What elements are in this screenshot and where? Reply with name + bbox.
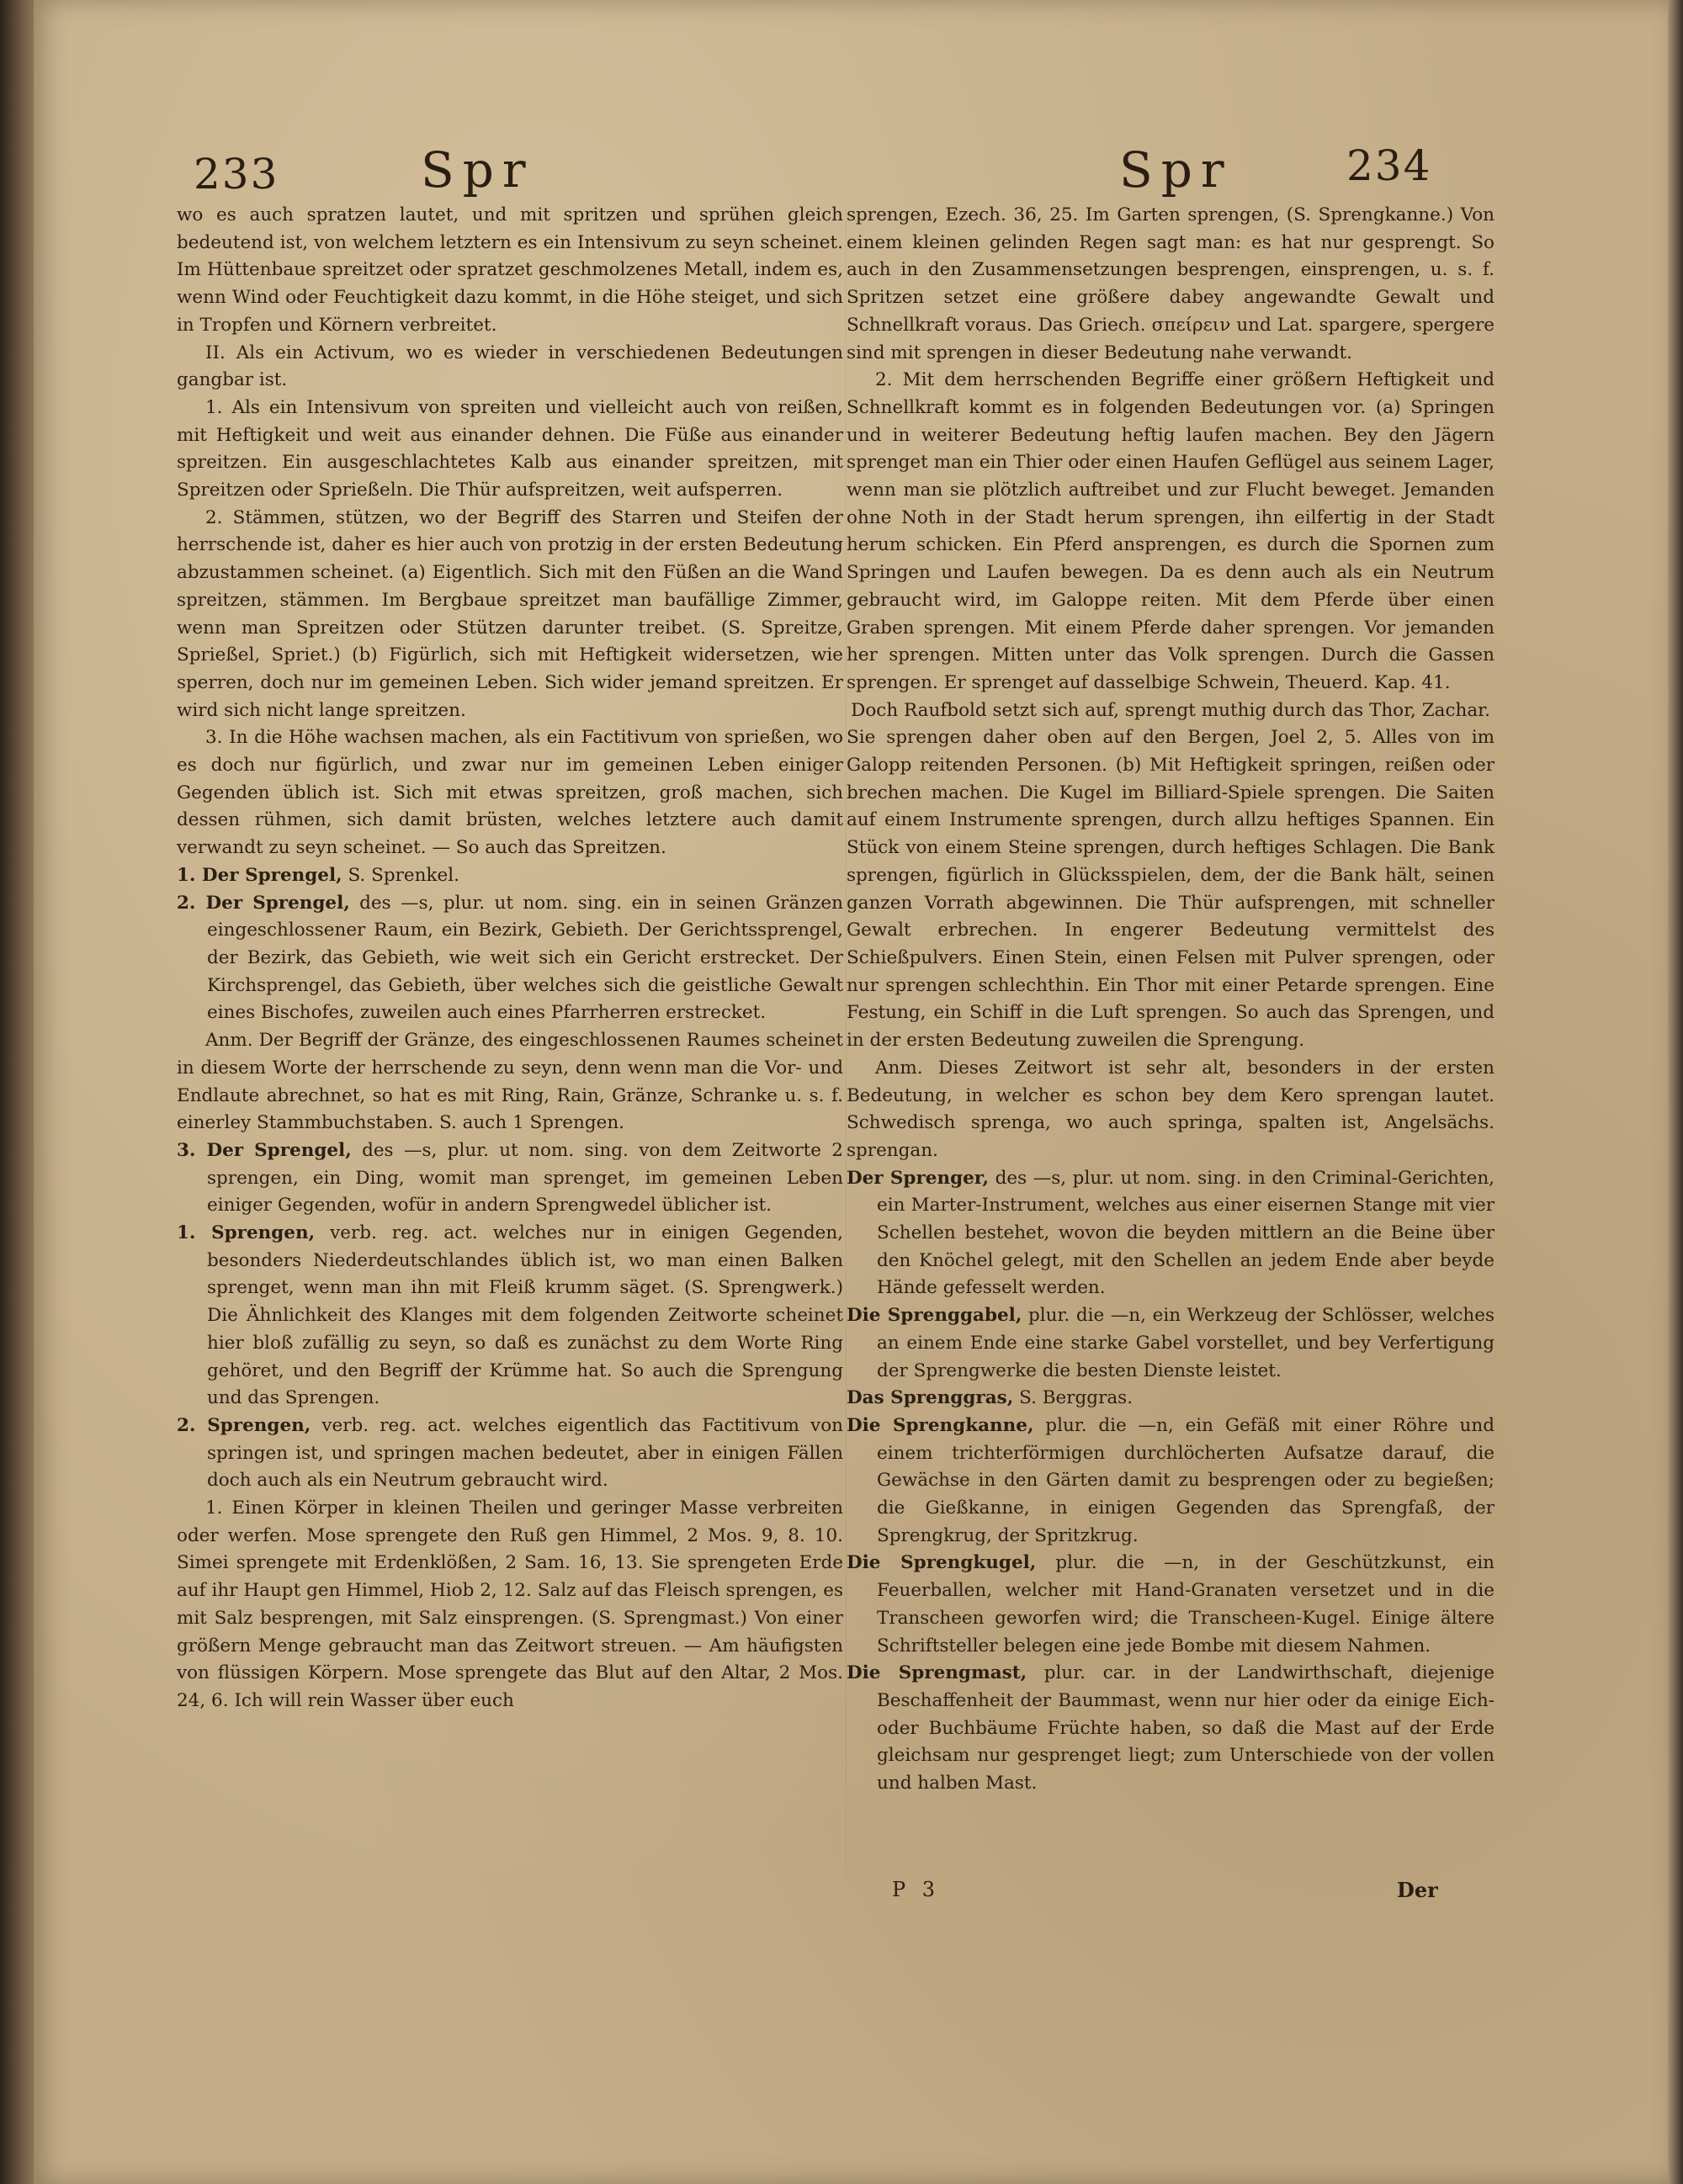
paragraph-text: S. Sprenkel. [342,864,459,886]
dictionary-entry [847,1165,1495,1303]
paragraph-text: 2. Stämmen, stützen, wo der Begriff des Starren und Steifen der herrschende ist, daher es hier auch von protzig in der ersten Bedeutung abzustammen scheinet. (a) Eigentlich. Sich mit den Füßen an die Wand spreitzen, stämmen. Im Bergbaue spreitzet man baufällige Zimmer, wenn man Spreitzen oder Stützen darunter treibet. (S. Spreitze, Sprießel, Spriet.) (b) Figürlich, sich mit Heftigkeit widersetzen, wie sperren, doch nur im gemeinen Leben. Sich wider jemand spreitzen. Er wird sich nicht lange spreitzen. [177,506,843,721]
left-text-column [177,202,843,1715]
paragraph-text: verb. reg. act. welches nur in einigen Gegenden, besonders Niederdeutschlandes üblich ist, wo man einen Balken sprenget, wenn man ihn mit Fleiß krumm säget. (S. Sprengwerk.) Die Ähnlichkeit des Klanges mit dem folgenden Zeitworte scheinet hier bloß zufällig zu seyn, so daß es zunächst zu dem Worte Ring gehöret, und den Begriff der Krümme hat. So auch die Sprengung und das Sprengen. [207,1222,843,1409]
entry-headword: Der Sprenger, [847,1167,990,1189]
scan-edge-right [1668,0,1683,2184]
paragraph-text: 3. In die Höhe wachsen machen, als ein Factitivum von sprießen, wo es doch nur figürlich, und zwar nur im gemeinen Leben einiger Gegenden üblich ist. Sich mit etwas spreitzen, groß machen, sich dessen rühmen, sich damit brüsten, welches letztere auch damit verwandt zu seyn scheinet. — So auch das Spreitzen. [177,727,843,859]
signature-mark: P 3 [892,1878,941,1901]
entry-headword: Das Sprenggras, [847,1387,1014,1409]
entry-headword: Die Sprenggabel, [847,1305,1022,1327]
dictionary-entry [177,1137,843,1220]
dictionary-entry [177,890,843,1028]
paragraph [177,395,843,505]
paragraph-text: Doch Raufbold setzt sich auf, sprengt muthig durch das Thor, Zachar. [851,699,1490,721]
right-header-word: Spr [1119,141,1233,199]
paragraph [177,340,843,395]
dictionary-entry [847,1302,1495,1385]
paragraph [847,1055,1495,1165]
paragraph-text: 2. Mit dem herrschenden Begriffe einer größern Heftigkeit und Schnellkraft kommt es in folgenden Bedeutungen vor. (a) Springen und in weiterer Bedeutung heftig laufen machen. Bey den Jägern sprenget man ein Thier oder einen Haufen Geflügel aus seinem Lager, wenn man sie plötzlich auftreibet und zur Flucht beweget. Jemanden ohne Noth in der Stadt herum sprengen, ihn eilfertig in der Stadt herum schicken. Ein Pferd ansprengen, es durch die Spornen zum Springen und Laufen bewegen. Da es denn auch als ein Neutrum gebraucht wird, im Galoppe reiten. Mit dem Pferde über einen Graben sprengen. Mit einem Pferde daher sprengen. Vor jemanden her sprengen. Mitten unter das Volk sprengen. Durch die Gassen sprengen. Er sprenget auf dasselbige Schwein, Theuerd. Kap. 41. [847,369,1495,693]
dictionary-entry [177,1413,843,1495]
entry-headword: 2. Der Sprengel, [177,892,350,914]
paragraph-text: des —s, plur. ut nom. sing. ein in seinen Gränzen eingeschlossener Raum, ein Bezirk, Gebieth. Der Gerichtssprengel, der Bezirk, das Gebieth, wie weit sich ein Gericht erstrecket. Der Kirchsprengel, das Gebieth, über welches sich die geistliche Gewalt eines Bischofes, zuweilen auch eines Pfarrherren erstrecket. [207,892,843,1024]
entry-headword: 3. Der Sprengel, [177,1139,352,1161]
paragraph-text: Anm. Dieses Zeitwort ist sehr alt, besonders in der ersten Bedeutung, in welcher es schon bey dem Kero sprengan lautet. Schwedisch sprenga, wo auch springa, spalten ist, Angelsächs. sprengan. [847,1057,1495,1161]
paragraph-text: Anm. Der Begriff der Gränze, des eingeschlossenen Raumes scheinet in diesem Worte der herrschende zu seyn, denn wenn man die Vor- und Endlaute abrechnet, so hat es mit Ring, Rain, Gränze, Schranke u. s. f. einerley Stammbuchstaben. S. auch 1 Sprengen. [177,1030,843,1134]
right-page-number: 234 [1346,141,1432,190]
paragraph-text: verb. reg. act. welches eigentlich das Factitivum von springen ist, und springen machen bedeutet, aber in einigen Fällen doch auch als ein Neutrum gebraucht wird. [207,1414,843,1492]
paragraph [177,1495,843,1715]
paragraph-text: Sie sprengen daher oben auf den Bergen, Joel 2, 5. Alles von im Galopp reitenden Personen. (b) Mit Heftigkeit springen, reißen oder brechen machen. Die Kugel im Billiard-Spiele sprengen. Die Saiten auf einem Instrumente sprengen, durch allzu heftiges Spannen. Ein Stück von einem Steine sprengen, durch heftiges Schlagen. Die Bank sprengen, figürlich in Glücksspielen, dem, der die Bank hält, seinen ganzen Vorrath abgewinnen. Die Thür aufsprengen, mit schneller Gewalt erbrechen. In engerer Bedeutung vermittelst des Schießpulvers. Einen Stein, einen Felsen mit Pulver sprengen, oder nur sprengen schlechthin. Ein Thor mit einer Petarde sprengen. Eine Festung, ein Schiff in die Luft sprengen. So auch das Sprengen, und in der ersten Bedeutung zuweilen die Sprengung. [847,727,1495,1052]
page-footer [34,1878,1668,1920]
right-text-column [847,202,1495,1798]
left-page-number: 233 [194,150,279,199]
entry-headword: 1. Sprengen, [177,1222,316,1244]
book-page [34,0,1668,2184]
paragraph [177,724,843,862]
paragraph [847,697,1495,725]
paragraph [177,202,843,340]
dictionary-entry [847,1413,1495,1551]
entry-headword: 1. Der Sprengel, [177,864,342,886]
dictionary-entry [847,1385,1495,1413]
left-header-word: Spr [421,141,534,199]
paragraph [847,202,1495,367]
entry-headword: 2. Sprengen, [177,1414,311,1436]
paragraph-text: 1. Als ein Intensivum von spreiten und vielleicht auch von reißen, mit Heftigkeit und weit aus einander dehnen. Die Füße aus einander spreitzen. Ein ausgeschlachtetes Kalb aus einander spreitzen, mit Spreitzen oder Sprießeln. Die Thür aufspreitzen, weit aufsperren. [177,396,843,501]
dictionary-entry [847,1550,1495,1660]
paragraph [847,724,1495,1054]
entry-headword: Die Sprengmast, [847,1662,1027,1684]
paragraph-text: plur. car. in der Landwirthschaft, diejenige Beschaffenheit der Baummast, wenn nur hier oder da einige Eich- oder Buchbäume Früchte haben, so daß die Mast auf der Erde gleichsam nur gesprenget liegt; zum Unterschiede von der vollen und halben Mast. [877,1662,1495,1794]
entry-headword: Die Sprengkanne, [847,1414,1034,1436]
paragraph [177,1027,843,1137]
paragraph-text: sprengen, Ezech. 36, 25. Im Garten sprengen, (S. Sprengkanne.) Von einem kleinen gelinden Regen sagt man: es hat nur gesprengt. So auch in den Zusammensetzungen besprengen, einsprengen, u. s. f. Spritzen setzet eine größere dabey angewandte Gewalt und Schnellkraft voraus. Das Griech. σπείρειν und Lat. spargere, spergere sind mit sprengen in dieser Bedeutung nahe verwandt. [847,204,1495,363]
dictionary-entry [847,1660,1495,1798]
entry-headword: Die Sprengkugel, [847,1552,1037,1574]
paragraph-text: wo es auch spratzen lautet, und mit spritzen und sprühen gleich bedeutend ist, von welchem letztern es ein Intensivum zu seyn scheinet. Im Hüttenbaue spreitzet oder spratzet geschmolzenes Metall, indem es, wenn Wind oder Feuchtigkeit dazu kommt, in die Höhe steiget, und sich in Tropfen und Körnern verbreitet. [177,204,843,336]
dictionary-entry [177,1220,843,1413]
paragraph-text: 1. Einen Körper in kleinen Theilen und geringer Masse verbreiten oder werfen. Mose sprengete den Ruß gen Himmel, 2 Mos. 9, 8. 10. Simei sprengete mit Erdenklößen, 2 Sam. 16, 13. Sie sprengeten Erde auf ihr Haupt gen Himmel, Hiob 2, 12. Salz auf das Fleisch sprengen, es mit Salz besprengen, mit Salz einsprengen. (S. Sprengmast.) Von einer größern Menge gebraucht man das Zeitwort streuen. — Am häufigsten von flüssigen Körpern. Mose sprengete das Blut auf den Altar, 2 Mos. 24, 6. Ich will rein Wasser über euch [177,1498,843,1711]
dictionary-entry [177,862,843,890]
paragraph-text: II. Als ein Activum, wo es wieder in verschiedenen Bedeutungen gangbar ist. [177,342,843,391]
paragraph [177,505,843,725]
paragraph-text: des —s, plur. ut nom. sing. von dem Zeitworte 2 sprengen, ein Ding, womit man sprenget, im gemeinen Leben einiger Gegenden, wofür in andern Sprengwedel üblicher ist. [207,1139,843,1217]
scan-edge-left [0,0,34,2184]
paragraph-text: plur. die —n, in der Geschützkunst, ein Feuerballen, welcher mit Hand-Granaten versetzet und in die Transcheen geworfen wird; die Transcheen-Kugel. Einige ältere Schriftsteller belegen eine jede Bombe mit diesem Nahmen. [877,1552,1495,1657]
paragraph-text: S. Berggras. [1013,1387,1134,1409]
paragraph-text: plur. die —n, ein Gefäß mit einer Röhre und einem trichterförmigen durchlöcherten Aufsatze darauf, die Gewächse in den Gärten damit zu besprengen oder zu begießen; die Gießkanne, in einigen Gegenden das Sprengfaß, der Sprengkrug, der Spritzkrug. [877,1414,1495,1546]
paragraph-text: plur. die —n, ein Werkzeug der Schlösser, welches an einem Ende eine starke Gabel vorstellet, und bey Verfertigung der Sprengwerke die besten Dienste leistet. [877,1305,1495,1381]
paragraph-text: des —s, plur. ut nom. sing. in den Criminal-Gerichten, ein Marter-Instrument, welches aus einer eisernen Stange mit vier Schellen bestehet, wovon die beyden mittlern an die Beine über den Knöchel gelegt, mit den Schellen an jedem Ende aber beyde Hände gefesselt werden. [877,1167,1495,1299]
running-header [34,141,1668,209]
paragraph [847,367,1495,697]
catchword: Der [1397,1878,1438,1902]
